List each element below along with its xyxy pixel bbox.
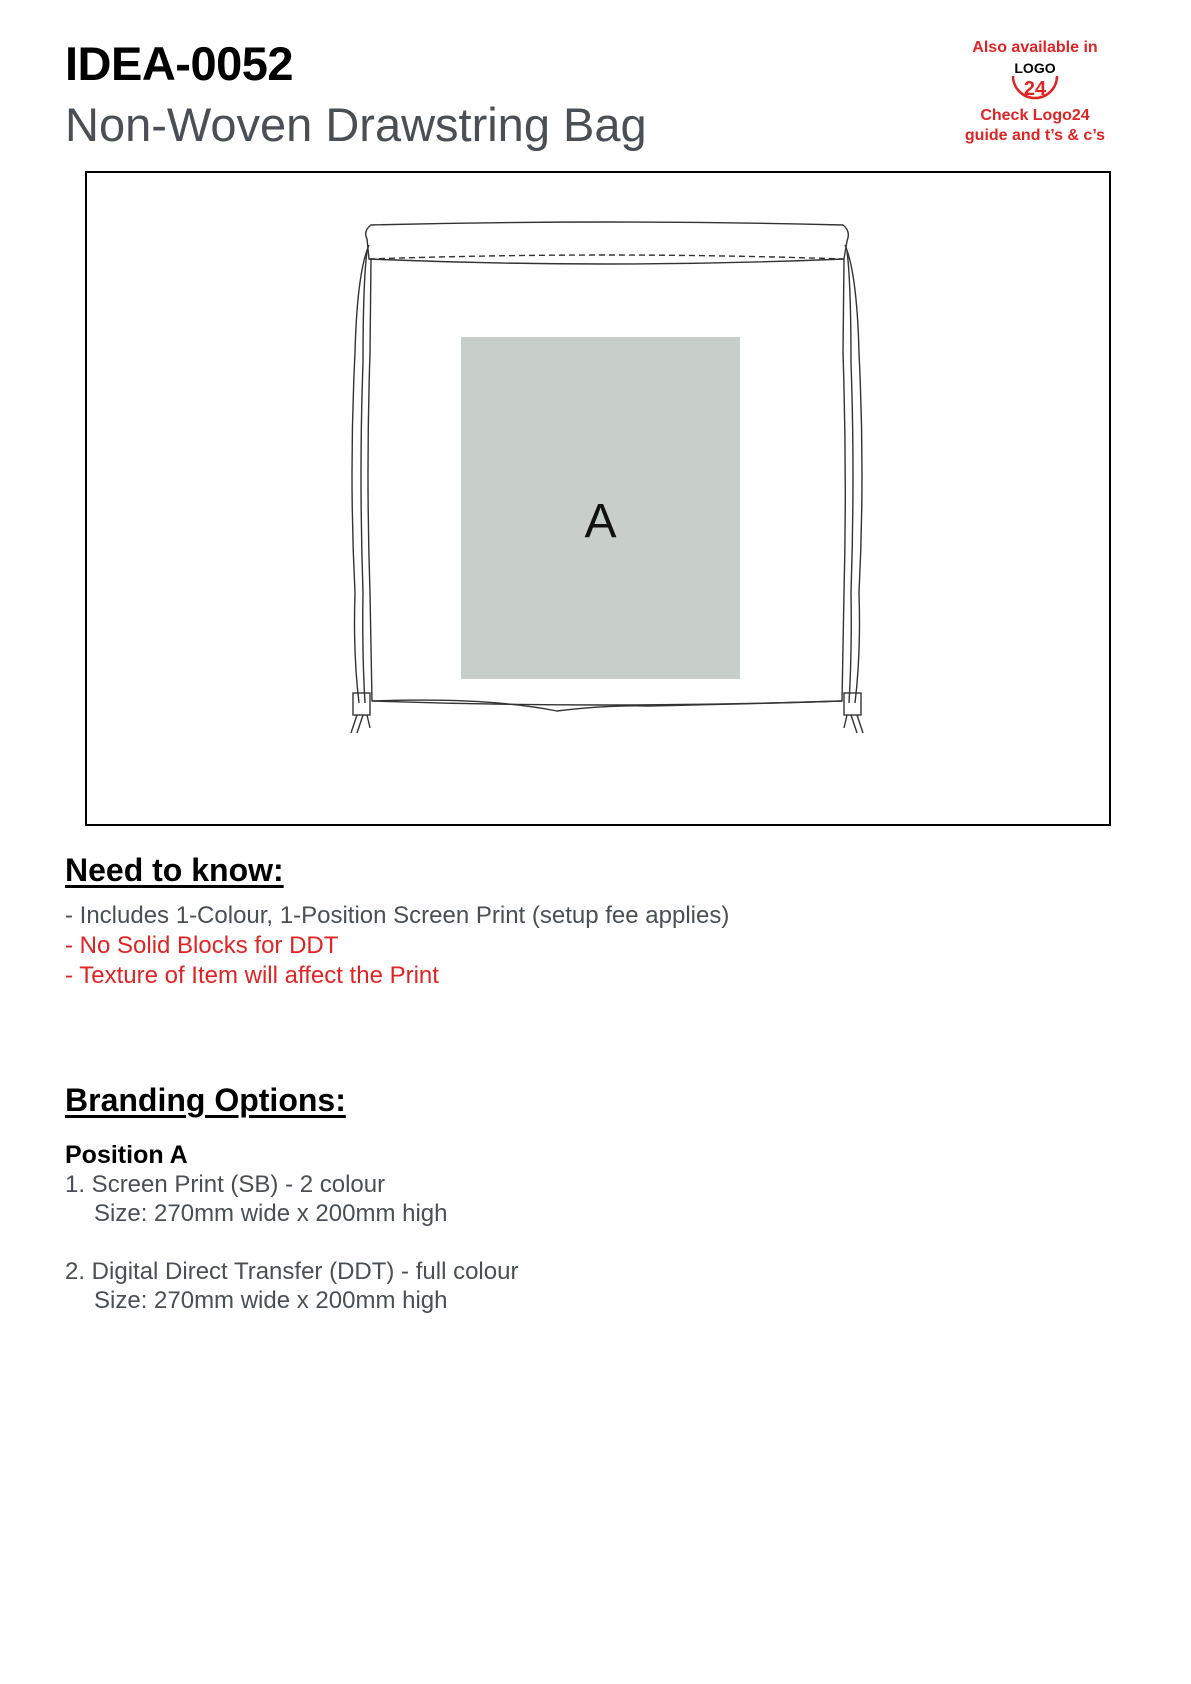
option-size: Size: 270mm wide x 200mm high	[94, 1200, 448, 1227]
position-a-title: Position A	[65, 1141, 188, 1169]
option-ddt	[65, 1257, 518, 1315]
logo24-icon	[1007, 60, 1063, 104]
product-preview-frame	[85, 171, 1111, 826]
product-name: Non-Woven Drawstring Bag	[65, 98, 647, 151]
branding-options-heading: Branding Options:	[65, 1082, 346, 1118]
print-area-a	[461, 337, 740, 679]
note-no-solid-blocks: - No Solid Blocks for DDT	[65, 932, 339, 959]
need-to-know-heading: Need to know:	[65, 852, 284, 888]
option-line: 2. Digital Direct Transfer (DDT) - full colour	[65, 1258, 519, 1285]
note-screen-print: - Includes 1-Colour, 1-Position Screen Print (setup fee applies)	[65, 902, 730, 929]
product-code: IDEA-0052	[65, 37, 293, 90]
logo24-badge	[945, 38, 1125, 146]
logo-word: LOGO	[1014, 60, 1056, 76]
note-texture: - Texture of Item will affect the Print	[65, 962, 439, 989]
check-line-2: guide and t’s & c’s	[964, 127, 1106, 144]
check-guide-text	[945, 106, 1125, 146]
also-available-text: Also available in	[972, 39, 1098, 56]
option-size: Size: 270mm wide x 200mm high	[94, 1287, 448, 1314]
branding-options-list	[65, 1170, 518, 1344]
print-area-label: A	[584, 494, 617, 548]
check-line-1: Check Logo24	[980, 107, 1090, 124]
option-screen-print	[65, 1170, 518, 1228]
need-to-know-notes	[65, 901, 729, 991]
logo-number: 24	[1023, 78, 1047, 100]
option-line: 1. Screen Print (SB) - 2 colour	[65, 1171, 386, 1198]
